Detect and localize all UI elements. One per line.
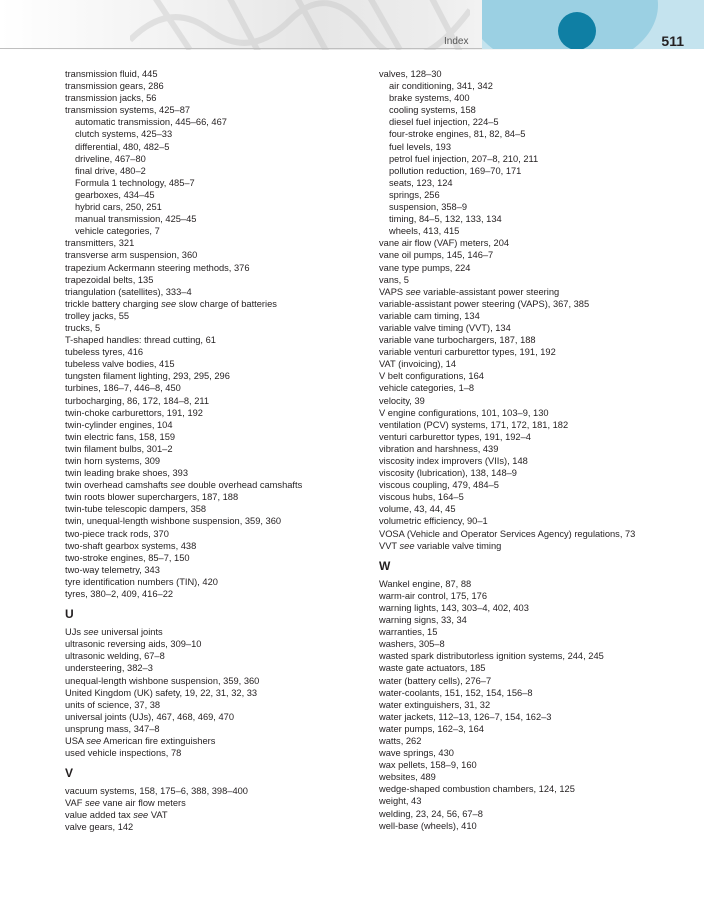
see-reference: see: [170, 480, 186, 491]
index-entry: viscous hubs, 164–5: [379, 492, 464, 503]
entry-term: twin overhead camshafts: [65, 480, 171, 491]
entry-term: VAPS: [379, 286, 406, 297]
index-subentry: brake systems, 400: [389, 93, 470, 104]
index-subentry: petrol fuel injection, 207–8, 210, 211: [389, 153, 539, 164]
index-entry-cross-reference: [65, 479, 365, 491]
index-entry: wedge-shaped combustion chambers, 124, 125: [379, 784, 575, 795]
index-entry: tungsten filament lighting, 293, 295, 296: [65, 371, 230, 382]
see-reference: see: [405, 286, 421, 297]
index-entry: well-base (wheels), 410: [379, 820, 477, 831]
index-entry-cross-reference: [65, 797, 365, 809]
index-entry: viscosity index improvers (VIIs), 148: [379, 456, 528, 466]
index-entry: venturi carburettor types, 191, 192–4: [379, 431, 531, 442]
index-subentry: seats, 123, 124: [389, 177, 453, 188]
entry-target: vane air flow meters: [99, 798, 186, 809]
index-subentry: timing, 84–5, 132, 133, 134: [389, 214, 502, 225]
index-entry: waste gate actuators, 185: [379, 663, 486, 674]
index-entry: watts, 262: [379, 735, 422, 746]
index-entry: velocity, 39: [379, 395, 425, 406]
index-entry: ventilation (PCV) systems, 171, 172, 181, 182: [379, 419, 569, 430]
index-subentry: vehicle categories, 7: [75, 226, 160, 237]
index-entry: ultrasonic welding, 67–8: [65, 651, 165, 662]
index-entry: twin-cylinder engines, 104: [65, 419, 173, 430]
index-entry: twin-choke carburettors, 191, 192: [65, 407, 203, 418]
index-entry: VAT (invoicing), 14: [379, 359, 456, 370]
entry-target: slow charge of batteries: [176, 298, 277, 309]
index-entry: variable venturi carburettor types, 191, 192: [379, 347, 556, 358]
index-entry: two-stroke engines, 85–7, 150: [65, 552, 190, 563]
index-entry: warning lights, 143, 303–4, 402, 403: [379, 602, 529, 613]
index-entry: understeering, 382–3: [65, 663, 153, 674]
index-entry: twin leading brake shoes, 393: [65, 468, 189, 479]
index-entry: water jackets, 112–13, 126–7, 154, 162–3: [379, 711, 552, 722]
index-entry: variable cam timing, 134: [379, 310, 480, 321]
index-entry: transmission jacks, 56: [65, 93, 157, 104]
index-entry-cross-reference: [65, 809, 365, 821]
section-letter: V: [65, 766, 74, 781]
index-entry: triangulation (satellites), 333–4: [65, 286, 192, 297]
index-subentry: springs, 256: [389, 189, 440, 200]
header-rule: [0, 48, 482, 49]
index-subentry: four-stroke engines, 81, 82, 84–5: [389, 129, 526, 140]
see-reference: see: [86, 735, 102, 746]
index-entry: transmission fluid, 445: [65, 69, 158, 79]
section-letter: W: [379, 558, 391, 573]
index-entry: vane air flow (VAF) meters, 204: [379, 238, 510, 249]
index-entry: turbocharging, 86, 172, 184–8, 211: [65, 395, 210, 406]
index-entry: vans, 5: [379, 274, 409, 285]
index-entry: universal joints (UJs), 467, 468, 469, 470: [65, 711, 234, 722]
index-entry: wax pellets, 158–9, 160: [379, 760, 477, 771]
index-entry: turbines, 186–7, 446–8, 450: [65, 383, 181, 394]
index-entry: unsprung mass, 347–8: [65, 723, 160, 734]
index-entry: warning signs, 33, 34: [379, 615, 467, 626]
index-subentry: Formula 1 technology, 485–7: [75, 177, 195, 188]
index-entry: unequal-length wishbone suspension, 359, 360: [65, 675, 260, 686]
index-subentry: clutch systems, 425–33: [75, 129, 173, 140]
index-entry: welding, 23, 24, 56, 67–8: [379, 808, 483, 819]
index-entry: variable vane turbochargers, 187, 188: [379, 335, 536, 346]
index-entry: vane oil pumps, 145, 146–7: [379, 250, 494, 261]
tyre-tread-graphic: [130, 0, 470, 50]
index-entry: V engine configurations, 101, 103–9, 130: [379, 407, 549, 418]
index-entry: two-piece track rods, 370: [65, 528, 169, 539]
index-entry: used vehicle inspections, 78: [65, 748, 182, 759]
index-entry-cross-reference: [65, 298, 365, 310]
entry-term: trickle battery charging: [65, 298, 162, 309]
entry-target: variable-assistant power steering: [420, 286, 560, 297]
entry-term: VAF: [65, 798, 85, 809]
entry-term: value added tax: [65, 810, 134, 821]
index-entry: tubeless tyres, 416: [65, 347, 144, 358]
index-entry: variable valve timing (VVT), 134: [379, 322, 511, 333]
index-entry: valve gears, 142: [65, 822, 134, 833]
index-entry: trapezium Ackermann steering methods, 376: [65, 262, 250, 273]
index-entry: water-coolants, 151, 152, 154, 156–8: [379, 687, 533, 698]
index-entry: vibration and harshness, 439: [379, 443, 499, 454]
index-entry: twin, unequal-length wishbone suspension, 359, 360: [65, 516, 282, 527]
index-entry: variable-assistant power steering (VAPS), 367, 385: [379, 298, 590, 309]
page-header: [0, 0, 704, 50]
index-column-left: [65, 68, 365, 834]
index-entry: warranties, 15: [379, 627, 438, 638]
index-entry-cross-reference: [65, 626, 365, 638]
index-entry: warm-air control, 175, 176: [379, 590, 487, 601]
index-entry: viscous coupling, 479, 484–5: [379, 480, 499, 491]
index-entry: websites, 489: [379, 772, 436, 783]
index-subentry: cooling systems, 158: [389, 105, 476, 116]
index-entry: water pumps, 162–3, 164: [379, 723, 484, 734]
see-reference: see: [133, 810, 149, 821]
entry-target: VAT: [148, 810, 168, 821]
index-entry: twin roots blower superchargers, 187, 188: [65, 492, 239, 503]
index-entry: vane type pumps, 224: [379, 262, 471, 273]
index-entry: transmission systems, 425–87: [65, 105, 191, 116]
index-subentry: pollution reduction, 169–70, 171: [389, 165, 522, 176]
running-header-title: Index: [444, 36, 469, 47]
index-entry: ultrasonic reversing aids, 309–10: [65, 639, 202, 650]
index-entry: volumetric efficiency, 90–1: [379, 516, 488, 527]
index-subentry: hybrid cars, 250, 251: [75, 202, 162, 213]
index-subentry: final drive, 480–2: [75, 165, 146, 176]
section-letter: U: [65, 607, 74, 622]
index-column-right: [379, 68, 694, 832]
index-entry: viscosity (lubrication), 138, 148–9: [379, 468, 517, 479]
index-entry: wave springs, 430: [379, 748, 454, 759]
index-entry: vehicle categories, 1–8: [379, 383, 475, 394]
index-entry: transmission gears, 286: [65, 81, 164, 92]
tab-circle-decoration: [558, 12, 596, 49]
index-entry: Wankel engine, 87, 88: [379, 578, 472, 589]
index-entry: volume, 43, 44, 45: [379, 504, 456, 515]
index-entry: two-way telemetry, 343: [65, 564, 160, 575]
index-subentry: driveline, 467–80: [75, 153, 146, 164]
entry-target: variable valve timing: [414, 540, 502, 551]
index-entry: wasted spark distributorless ignition systems, 244, 245: [379, 651, 604, 662]
index-subentry: diesel fuel injection, 224–5: [389, 117, 499, 128]
index-entry: water extinguishers, 31, 32: [379, 699, 491, 710]
index-entry: transverse arm suspension, 360: [65, 250, 198, 261]
index-entry: tyre identification numbers (TIN), 420: [65, 576, 218, 587]
index-entry: trolley jacks, 55: [65, 310, 130, 321]
see-reference: see: [83, 627, 99, 638]
index-subentry: suspension, 358–9: [389, 202, 468, 213]
index-entry: VOSA (Vehicle and Operator Services Agency) regulations, 73: [379, 528, 636, 539]
index-subentry: automatic transmission, 445–66, 467: [75, 117, 227, 128]
index-entry-cross-reference: [379, 540, 694, 552]
index-entry: tyres, 380–2, 409, 416–22: [65, 589, 174, 600]
entry-target: universal joints: [98, 627, 163, 638]
see-reference: see: [399, 540, 415, 551]
see-reference: see: [84, 798, 100, 809]
index-subentry: fuel levels, 193: [389, 141, 452, 152]
index-entry: twin filament bulbs, 301–2: [65, 443, 173, 454]
index-entry: twin horn systems, 309: [65, 456, 161, 466]
index-entry: T-shaped handles: thread cutting, 61: [65, 335, 216, 346]
index-entry: water (battery cells), 276–7: [379, 675, 492, 686]
index-entry: United Kingdom (UK) safety, 19, 22, 31, 32, 33: [65, 687, 258, 698]
index-entry-cross-reference: [65, 735, 365, 747]
index-entry: vacuum systems, 158, 175–6, 388, 398–400: [65, 786, 248, 797]
index-entry: trucks, 5: [65, 322, 101, 333]
index-entry: weight, 43: [379, 796, 422, 807]
index-subentry: gearboxes, 434–45: [75, 189, 155, 200]
index-subentry: differential, 480, 482–5: [75, 141, 170, 152]
index-subentry: air conditioning, 341, 342: [389, 81, 493, 92]
index-entry: tubeless valve bodies, 415: [65, 359, 175, 370]
page-number: 511: [661, 33, 684, 49]
see-reference: see: [161, 298, 177, 309]
index-entry: V belt configurations, 164: [379, 371, 484, 382]
index-entry: two-shaft gearbox systems, 438: [65, 540, 197, 551]
index-entry: valves, 128–30: [379, 69, 442, 79]
index-entry: units of science, 37, 38: [65, 699, 161, 710]
index-entry: transmitters, 321: [65, 238, 135, 249]
entry-term: VVT: [379, 540, 400, 551]
index-entry: twin electric fans, 158, 159: [65, 431, 176, 442]
index-subentry: wheels, 413, 415: [389, 226, 460, 237]
index-subentry: manual transmission, 425–45: [75, 214, 197, 225]
index-entry: washers, 305–8: [379, 639, 445, 650]
index-entry: twin-tube telescopic dampers, 358: [65, 504, 207, 515]
entry-target: American fire extinguishers: [101, 735, 216, 746]
entry-term: UJs: [65, 627, 84, 638]
index-entry: trapezoidal belts, 135: [65, 274, 154, 285]
index-entry-cross-reference: [379, 286, 694, 298]
entry-term: USA: [65, 735, 87, 746]
entry-target: double overhead camshafts: [185, 480, 303, 491]
